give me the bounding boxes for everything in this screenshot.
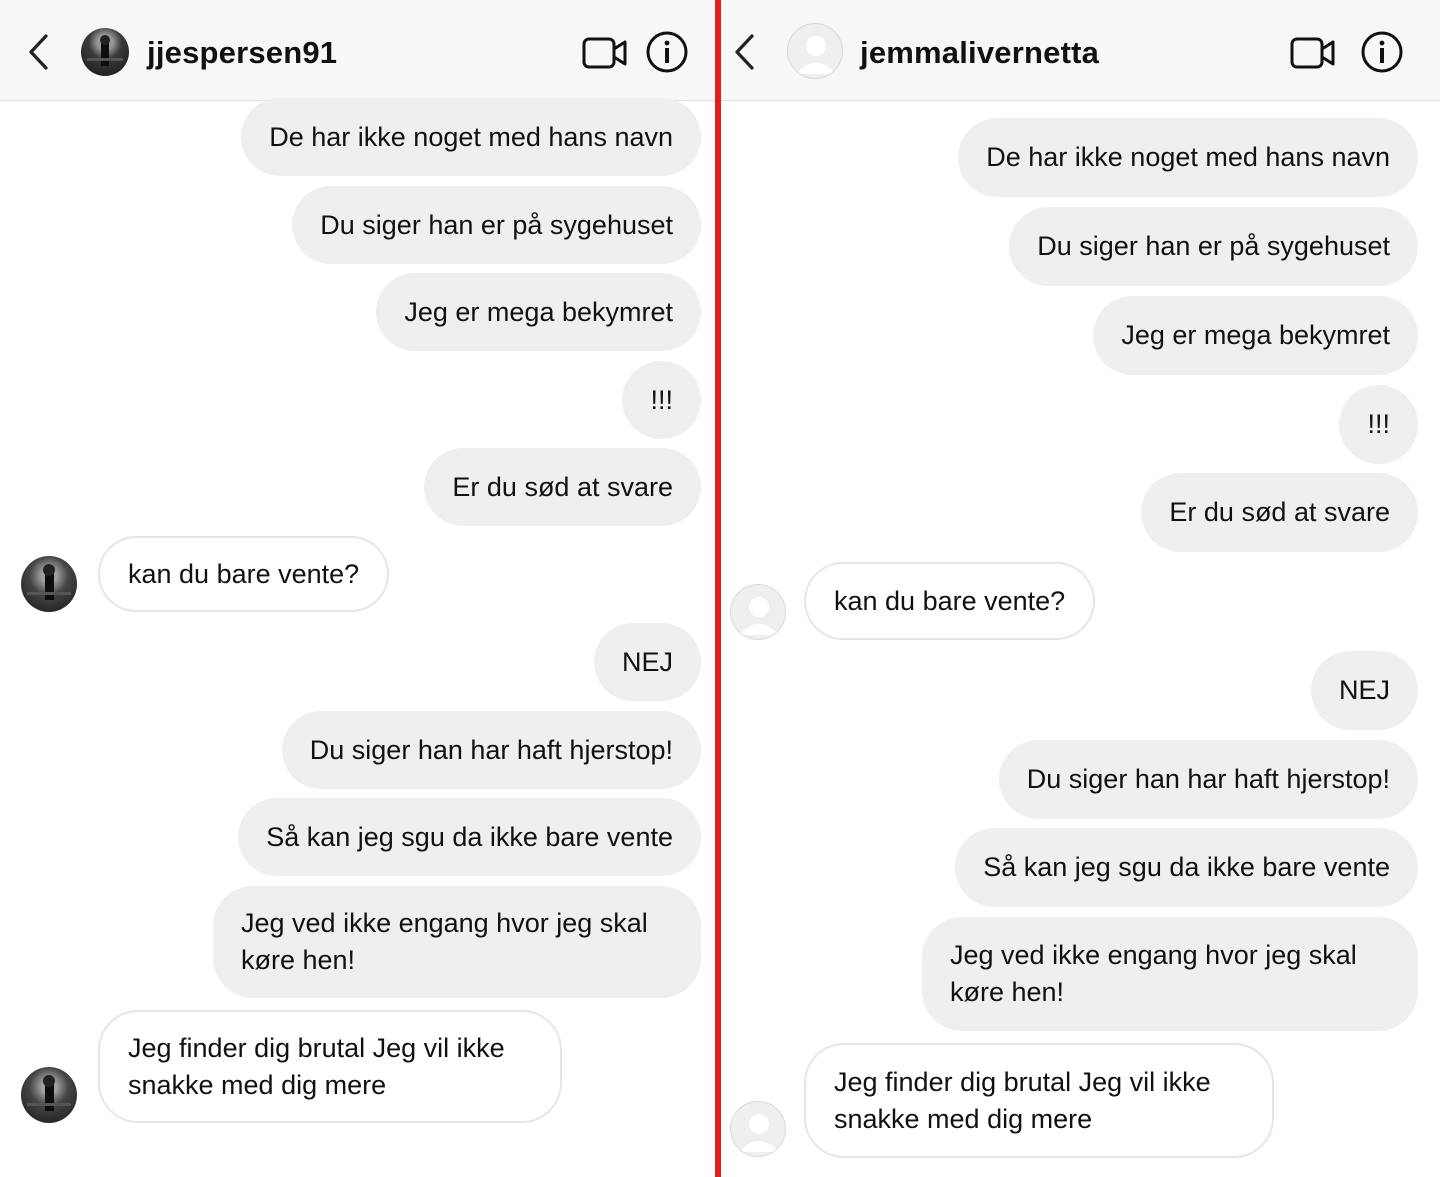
- video-call-icon[interactable]: [1290, 30, 1336, 76]
- sender-avatar[interactable]: [730, 1101, 786, 1157]
- chat-panel-right: [721, 0, 1440, 1177]
- sender-avatar[interactable]: [21, 556, 77, 612]
- message-bubble: Så kan jeg sgu da ikke bare vente: [238, 798, 701, 876]
- person-silhouette-icon: [21, 1067, 77, 1123]
- message-bubble: Du siger han har haft hjerstop!: [282, 711, 701, 789]
- message-bubble: Så kan jeg sgu da ikke bare vente: [955, 828, 1418, 907]
- message-bubble-received: kan du bare vente?: [804, 562, 1095, 640]
- person-silhouette-icon: [21, 556, 77, 612]
- message-bubble: NEJ: [1311, 651, 1418, 730]
- message-bubble: Jeg er mega bekymret: [1093, 296, 1418, 375]
- message-bubble: !!!: [1339, 385, 1418, 464]
- message-bubble: Er du sød at svare: [1141, 473, 1418, 552]
- message-bubble: De har ikke noget med hans navn: [241, 98, 701, 176]
- default-user-icon: [731, 1102, 786, 1157]
- message-bubble: NEJ: [594, 623, 701, 701]
- info-icon[interactable]: [1360, 30, 1404, 74]
- default-user-icon: [788, 24, 843, 79]
- message-bubble: Er du sød at svare: [424, 448, 701, 526]
- person-silhouette-icon: [81, 28, 129, 76]
- message-bubble: Du siger han er på sygehuset: [1009, 207, 1418, 286]
- chat-header: [0, 0, 715, 101]
- back-arrow-icon[interactable]: [734, 32, 760, 72]
- message-bubble-received: Jeg finder dig brutal Jeg vil ikke snakke med dig mere: [98, 1010, 562, 1123]
- message-bubble: Du siger han er på sygehuset: [292, 186, 701, 264]
- message-bubble: De har ikke noget med hans navn: [958, 118, 1418, 197]
- chat-panel-left: [0, 0, 715, 1177]
- info-icon[interactable]: [645, 30, 689, 74]
- sender-avatar[interactable]: [21, 1067, 77, 1123]
- default-user-icon: [731, 585, 786, 640]
- sender-avatar[interactable]: [730, 584, 786, 640]
- chat-username[interactable]: jjespersen91: [147, 35, 338, 70]
- message-bubble-received: kan du bare vente?: [98, 536, 389, 612]
- profile-avatar[interactable]: [81, 28, 129, 76]
- message-bubble: Jeg er mega bekymret: [376, 273, 701, 351]
- chat-username[interactable]: jemmalivernetta: [860, 35, 1100, 70]
- video-call-icon[interactable]: [582, 30, 628, 76]
- message-bubble: !!!: [622, 361, 701, 439]
- chat-header: [721, 0, 1440, 101]
- message-bubble-received: Jeg finder dig brutal Jeg vil ikke snakke med dig mere: [804, 1043, 1274, 1158]
- back-arrow-icon[interactable]: [28, 32, 54, 72]
- message-bubble: Jeg ved ikke engang hvor jeg skal køre hen!: [213, 886, 701, 998]
- profile-avatar[interactable]: [787, 23, 843, 79]
- message-bubble: Jeg ved ikke engang hvor jeg skal køre hen!: [922, 917, 1418, 1031]
- message-bubble: Du siger han har haft hjerstop!: [999, 740, 1418, 819]
